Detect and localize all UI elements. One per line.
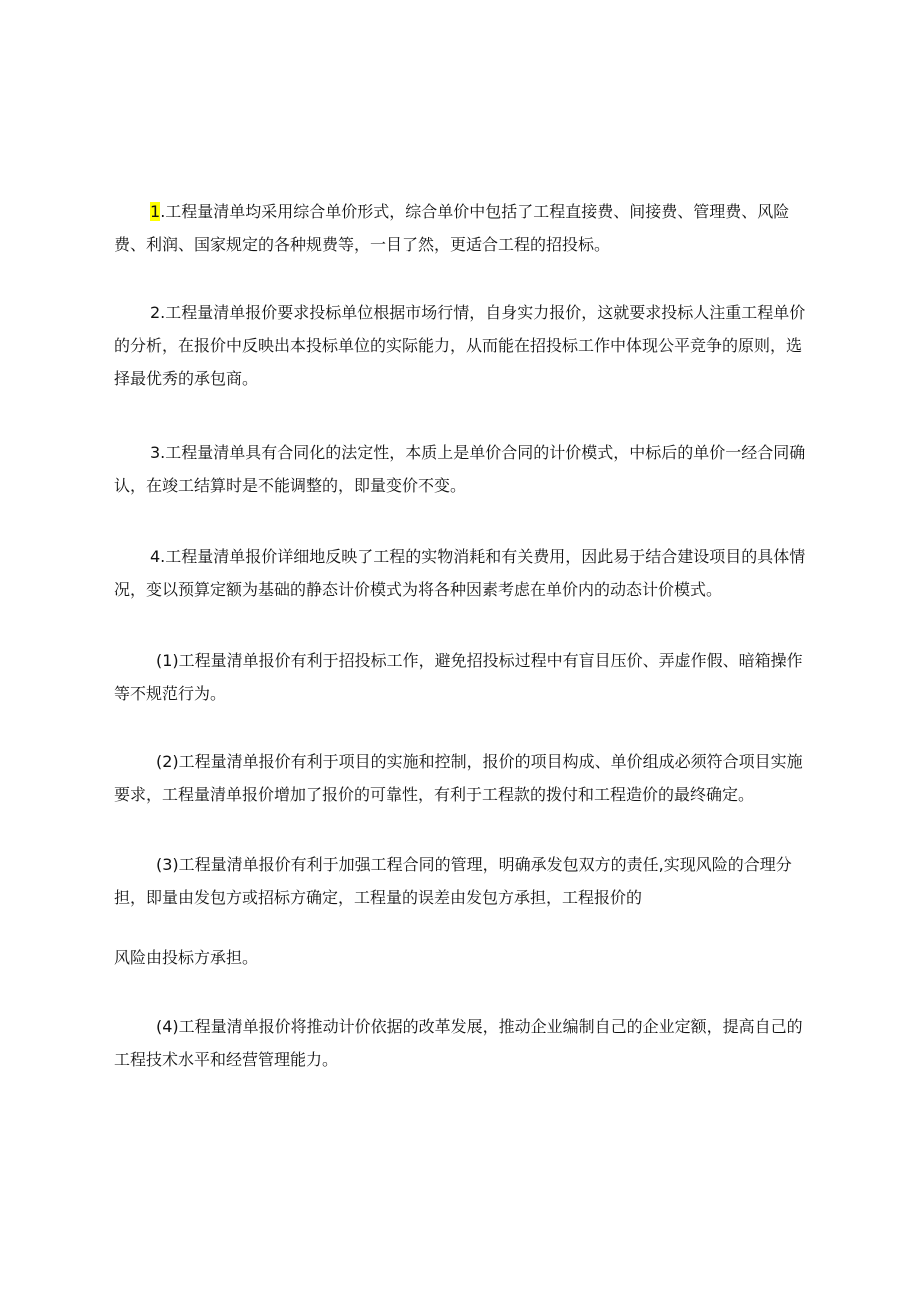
- paragraph-9: [114, 1010, 814, 1076]
- paragraph-5: [114, 644, 814, 710]
- paragraph-4: [114, 540, 814, 606]
- paragraph-6: [114, 745, 814, 811]
- highlighted-number: 1: [150, 202, 161, 221]
- paragraph-text: 3.工程量清单具有合同化的法定性，本质上是单价合同的计价模式，中标后的单价一经合同确认，在竣工结算时是不能调整的，即量变价不变。: [114, 443, 806, 495]
- paragraph-text: (3)工程量清单报价有利于加强工程合同的管理，明确承发包双方的责任,实现风险的合理分担，即量由发包方或招标方确定，工程量的误差由发包方承担，工程报价的: [114, 855, 792, 907]
- paragraph-8: [114, 941, 814, 974]
- paragraph-text: 2.工程量清单报价要求投标单位根据市场行情，自身实力报价，这就要求投标人注重工程单价的分析，在报价中反映出本投标单位的实际能力，从而能在招投标工作中体现公平竞争的原则，选择最优秀的承包商。: [114, 303, 806, 388]
- paragraph-text: (2)工程量清单报价有利于项目的实施和控制，报价的项目构成、单价组成必须符合项目实施要求，工程量清单报价增加了报价的可靠性，有利于工程款的拨付和工程造价的最终确定。: [114, 752, 803, 804]
- paragraph-text: 风险由投标方承担。: [114, 948, 259, 967]
- paragraph-1: [114, 195, 814, 261]
- paragraph-text: .工程量清单均采用综合单价形式，综合单价中包括了工程直接费、间接费、管理费、风险费、利润、国家规定的各种规费等，一目了然，更适合工程的招投标。: [114, 202, 790, 254]
- paragraph-2: [114, 296, 814, 395]
- paragraph-text: (4)工程量清单报价将推动计价依据的改革发展，推动企业编制自己的企业定额，提高自己的工程技术水平和经营管理能力。: [114, 1017, 803, 1069]
- paragraph-7: [114, 848, 814, 914]
- paragraph-3: [114, 436, 814, 502]
- paragraph-text: 4.工程量清单报价详细地反映了工程的实物消耗和有关费用，因此易于结合建设项目的具体情况，变以预算定额为基础的静态计价模式为将各种因素考虑在单价内的动态计价模式。: [114, 547, 806, 599]
- paragraph-text: (1)工程量清单报价有利于招投标工作，避免招投标过程中有盲目压价、弄虚作假、暗箱操作等不规范行为。: [114, 651, 803, 703]
